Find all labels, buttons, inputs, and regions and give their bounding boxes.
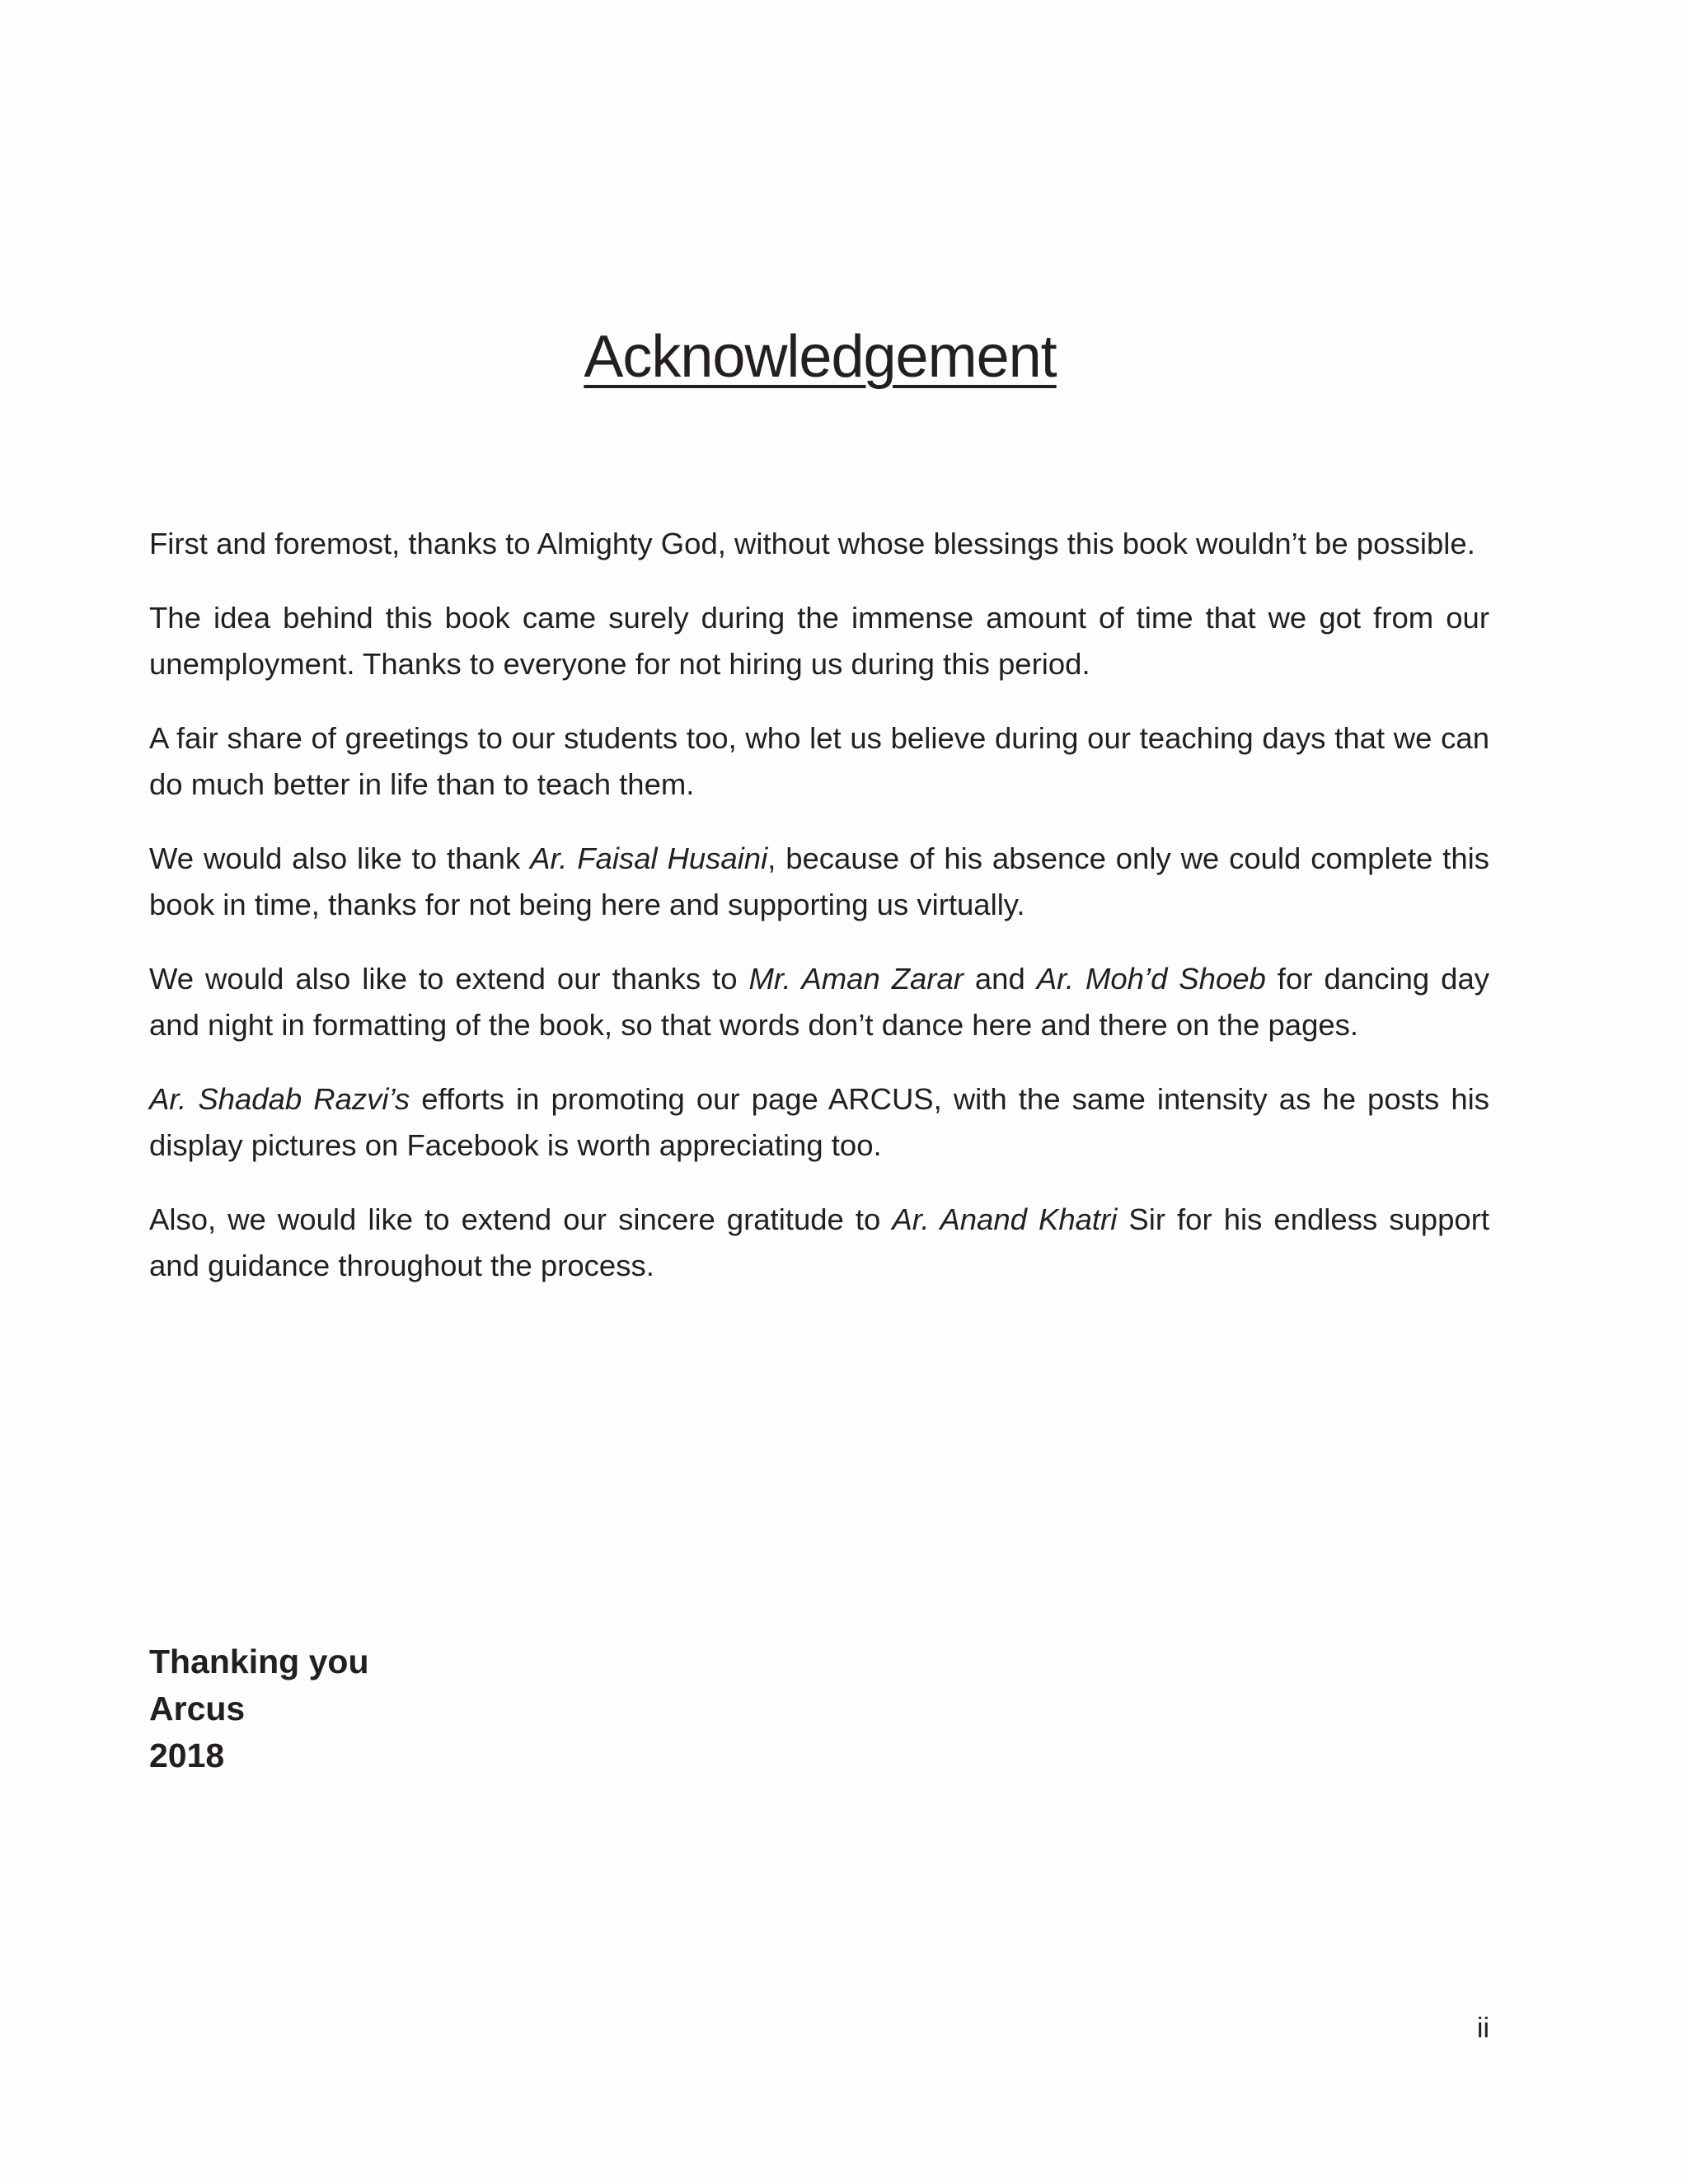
page-number: ii <box>1476 2013 1489 2044</box>
paragraph-text: for dancing day and night in formatting of the book, so that words don’t dance here and there on the pages. <box>149 962 1490 1042</box>
paragraph-text: efforts in promoting our page ARCUS, with the same intensity as he posts his display pictures on Facebook is worth appreciating too. <box>149 1082 1489 1162</box>
paragraph-text: We would also like to extend our thanks to <box>149 962 749 996</box>
person-name: Ar. Shadab Razvi’s <box>149 1082 410 1116</box>
paragraph-text: , because of his absence only we could complete this book in time, thanks for not being here and supporting us virtually. <box>149 841 1489 921</box>
person-name: Ar. Moh’d Shoeb <box>1036 962 1266 996</box>
paragraph <box>149 1197 1489 1289</box>
page-title-text: Acknowledgement <box>584 324 1057 390</box>
acknowledgement-body <box>149 521 1489 1317</box>
page-title <box>0 323 1640 391</box>
paragraph <box>149 956 1489 1048</box>
closing-signature <box>149 1638 369 1779</box>
paragraph <box>149 595 1489 687</box>
paragraph-text: Sir for his endless support and guidance throughout the process. <box>149 1202 1490 1282</box>
closing-line-year: 2018 <box>149 1736 225 1774</box>
paragraph <box>149 521 1489 567</box>
person-name: Ar. Faisal Husaini <box>530 841 768 875</box>
closing-line-thanks: Thanking you <box>149 1643 369 1680</box>
closing-line-author: Arcus <box>149 1690 246 1727</box>
paragraph <box>149 715 1489 808</box>
paragraph <box>149 1076 1489 1169</box>
paragraph-text: The idea behind this book came surely during the immense amount of time that we got from our unemployment. Thanks to everyone for not hiring us during this period. <box>149 601 1489 681</box>
person-name: Mr. Aman Zarar <box>748 962 964 996</box>
person-name: Ar. Anand Khatri <box>892 1202 1118 1236</box>
paragraph <box>149 836 1489 928</box>
paragraph-text: First and foremost, thanks to Almighty God, without whose blessings this book wouldn’t be possible. <box>149 527 1475 560</box>
paragraph-text: We would also like to thank <box>149 841 531 875</box>
paragraph-text: Also, we would like to extend our sincere gratitude to <box>149 1202 893 1236</box>
paragraph-text: and <box>963 962 1037 996</box>
paragraph-text: A fair share of greetings to our students too, who let us believe during our teaching days that we can do much better in life than to teach them. <box>149 721 1489 801</box>
